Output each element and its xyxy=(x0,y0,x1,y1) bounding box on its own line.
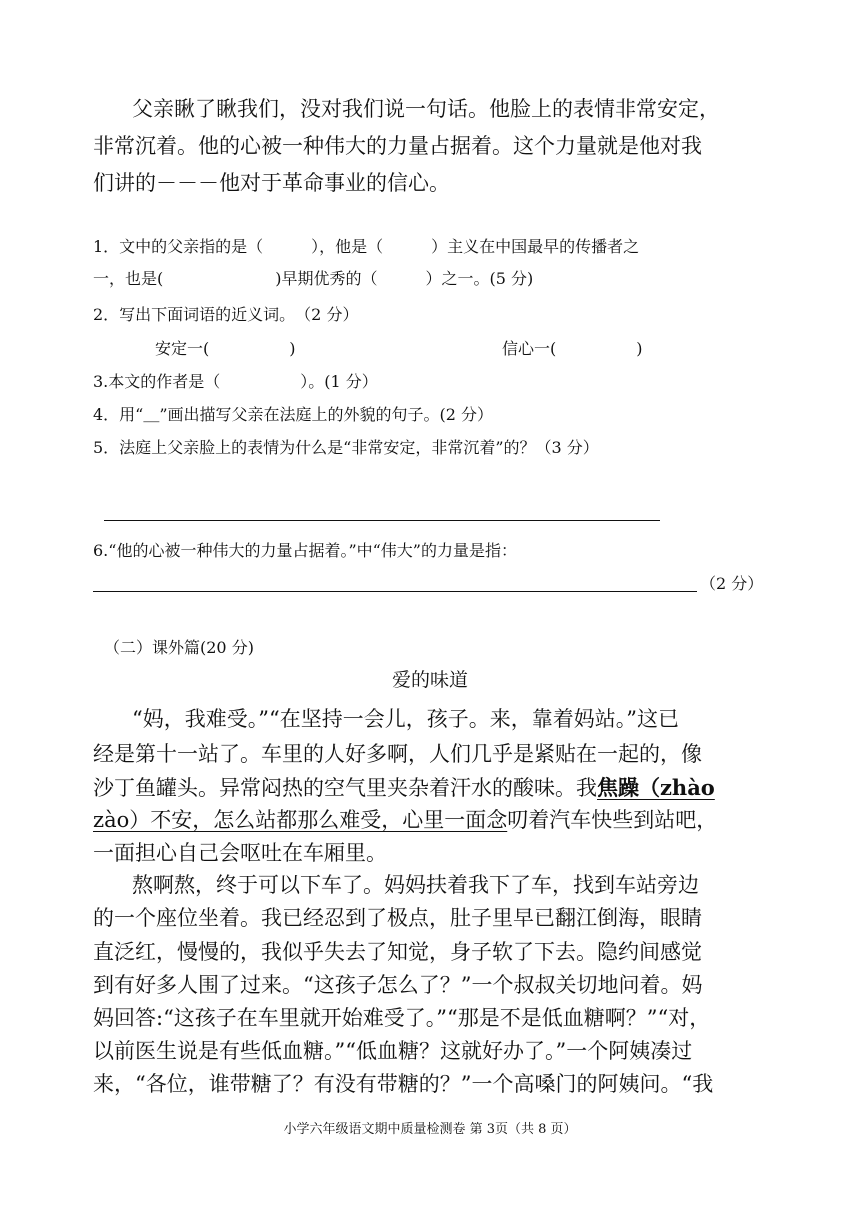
passage2-line-11: 以前医生说是有些低血糖。”“低血糖？这就好办了。”一个阿姨凑过 xyxy=(93,1039,693,1063)
underlined-sentence-part-2: zào）不安，怎么站都那么难受，心里一面念 xyxy=(93,808,508,832)
question-5: 5．法庭上父亲脸上的表情为什么是“非常安定，非常沉着”的？（3 分） xyxy=(93,438,599,457)
question-6-score: （2 分） xyxy=(700,574,764,593)
section-heading: （二）课外篇(20 分) xyxy=(104,638,254,657)
passage1-line-1: 父亲瞅了瞅我们，没对我们说一句话。他脸上的表情非常安定， xyxy=(132,97,720,121)
question-3: 3.本文的作者是（ ）。(1 分） xyxy=(93,372,378,391)
answer-line-5 xyxy=(104,520,660,521)
question-4: 4．用“＿”画出描写父亲在法庭上的外貌的句子。(2 分） xyxy=(93,405,494,424)
passage2-line-10: 妈回答:“这孩子在车里就开始难受了。”“那是不是低血糖啊？”“对， xyxy=(93,1006,711,1030)
question-2-item-1: 安定一( ) xyxy=(155,339,296,358)
passage2-line-2: 经是第十一站了。车里的人好多啊，人们几乎是紧贴在一起的，像 xyxy=(93,742,702,766)
passage2-line-3 xyxy=(93,773,715,803)
question-2: 2．写出下面词语的近义词。 （2 分） xyxy=(93,305,359,324)
question-2-item-2: 信心一( ) xyxy=(502,339,643,358)
passage1-line-2: 非常沉着。他的心被一种伟大的力量占据着。这个力量就是他对我 xyxy=(93,134,702,158)
passage2-line-6: 熬啊熬，终于可以下车了。妈妈扶着我下了车，找到车站旁边 xyxy=(132,873,699,897)
article-title: 爱的味道 xyxy=(391,669,468,691)
page-footer: 小学六年级语文期中质量检测卷 第 3页（共 8 页） xyxy=(283,1122,577,1137)
passage2-line-8: 直泛红，慢慢的，我似乎失去了知觉，身子软了下去。隐约间感觉 xyxy=(93,940,702,964)
passage1-line-3: 们讲的－－－他对于革命事业的信心。 xyxy=(93,171,450,195)
passage2-line-4-text: 叨着汽车快些到站吧， xyxy=(507,808,718,832)
passage2-line-4 xyxy=(93,805,717,835)
passage2-line-1: “妈，我难受。”“在坚持一会儿，孩子。来，靠着妈站。”这已 xyxy=(132,707,679,731)
passage2-line-7: 的一个座位坐着。我已经忍到了极点，肚子里早已翻江倒海，眼睛 xyxy=(93,906,702,930)
passage2-line-12: 来，“各位，谁带糖了？有没有带糖的？”一个高嗓门的阿姨问。“我 xyxy=(93,1072,714,1096)
passage2-line-5: 一面担心自己会呕吐在车厢里。 xyxy=(93,841,387,865)
question-1-line-1: 1．文中的父亲指的是（ ），他是（ ）主义在中国最早的传播者之 xyxy=(93,237,640,256)
passage2-line-9: 到有好多人围了过来。“这孩子怎么了？”一个叔叔关切地问着。妈 xyxy=(93,973,703,997)
answer-line-6 xyxy=(93,591,697,592)
question-6: 6.“他的心被一种伟大的力量占据着。”中“伟大”的力量是指： xyxy=(93,541,517,560)
question-1-line-2: 一，也是( )早期优秀的（ ）之一。(5 分) xyxy=(93,269,534,288)
underlined-sentence-part-1: 焦躁（zhào xyxy=(597,775,715,800)
passage2-line-3-text: 沙丁鱼罐头。异常闷热的空气里夹杂着汗水的酸味。我 xyxy=(93,776,597,800)
